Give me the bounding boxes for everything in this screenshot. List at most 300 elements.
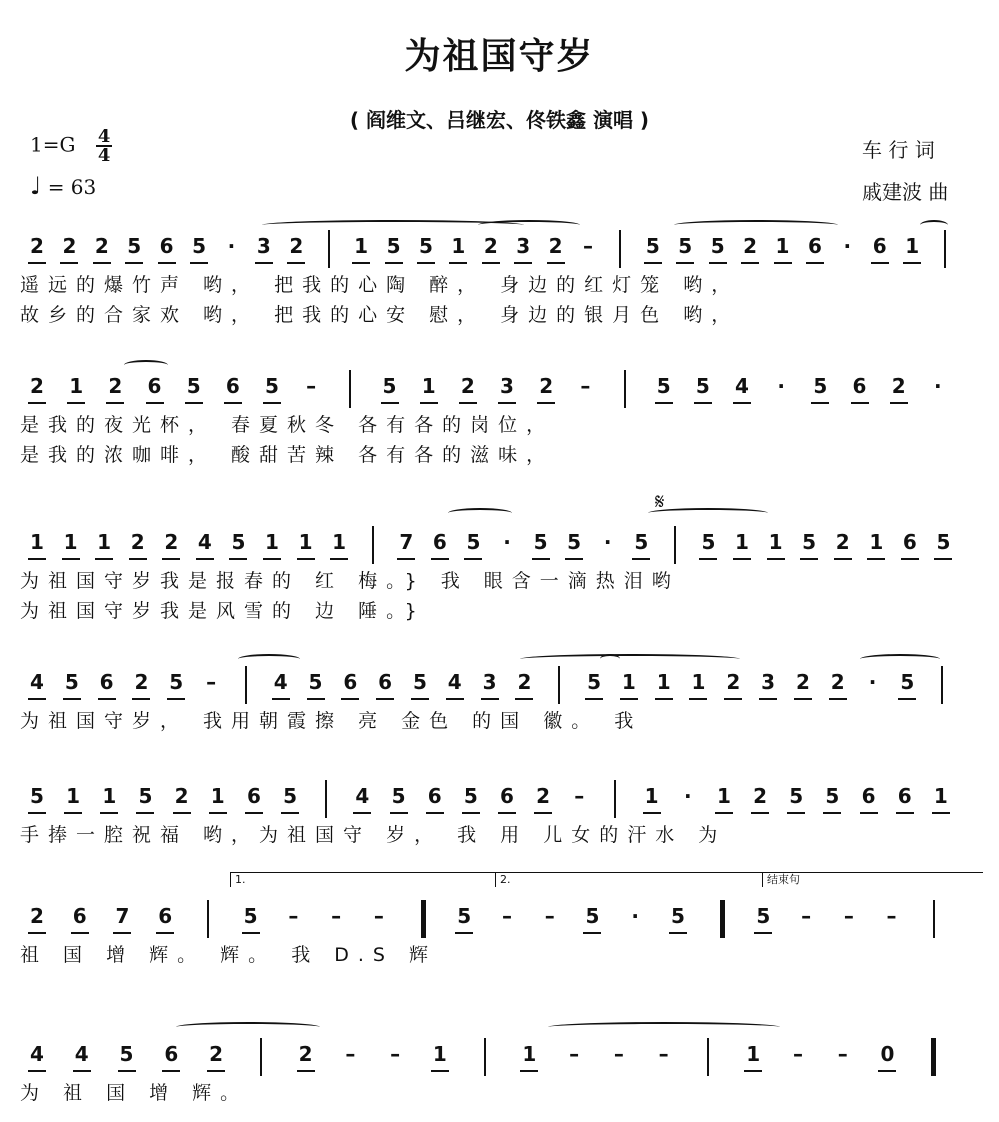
- lyric-line: 为 祖 国 增 辉。: [20, 1082, 249, 1104]
- dot-duration: ·: [934, 374, 942, 398]
- note: 2: [130, 530, 145, 554]
- barline: [614, 780, 616, 818]
- barline: [674, 526, 676, 564]
- note: 1: [102, 784, 117, 808]
- note: 5: [463, 784, 478, 808]
- note: 3: [500, 374, 514, 398]
- key-signature: [30, 128, 112, 164]
- sustain-dash: –: [843, 904, 854, 928]
- sustain-dash: –: [502, 904, 512, 928]
- note: 5: [466, 530, 481, 554]
- underline-beam: [129, 558, 147, 560]
- note: 5: [127, 234, 142, 258]
- note: 6: [852, 374, 867, 398]
- song-title: 为祖国守岁: [404, 35, 595, 77]
- underline-beam: [28, 932, 46, 934]
- note: 1: [30, 530, 44, 554]
- underline-beam: [794, 698, 812, 700]
- dot-duration: ·: [868, 670, 877, 694]
- note: 5: [186, 374, 201, 398]
- underline-beam: [28, 402, 46, 404]
- note: 5: [265, 374, 279, 398]
- note: 2: [517, 670, 532, 694]
- note: 5: [533, 530, 548, 554]
- note: 1: [332, 530, 347, 554]
- note: 6: [343, 670, 358, 694]
- underline-beam: [352, 262, 370, 264]
- underline-beam: [655, 698, 673, 700]
- underline-beam: [146, 402, 164, 404]
- sustain-dash: –: [206, 670, 217, 694]
- barline: [707, 1038, 709, 1076]
- underline-beam: [255, 262, 273, 264]
- note: 5: [169, 670, 184, 694]
- key-label: 1=G: [30, 132, 76, 157]
- underline-beam: [901, 558, 919, 560]
- note: 2: [536, 784, 551, 808]
- barline: [260, 1038, 262, 1076]
- underline-beam: [896, 812, 914, 814]
- dot-duration: ·: [843, 234, 852, 258]
- sustain-dash: –: [886, 904, 897, 928]
- note: 2: [30, 234, 44, 258]
- note: 6: [225, 374, 240, 398]
- note: 3: [482, 670, 497, 694]
- note: 1: [97, 530, 112, 554]
- note: 5: [701, 530, 716, 554]
- dot-duration: ·: [227, 234, 236, 258]
- underline-beam: [898, 698, 916, 700]
- underline-beam: [125, 262, 143, 264]
- underline-beam: [860, 812, 878, 814]
- note: 1: [63, 530, 78, 554]
- underline-beam: [676, 262, 694, 264]
- underline-beam: [482, 262, 500, 264]
- note: 5: [386, 234, 401, 258]
- note: 1: [66, 784, 81, 808]
- sustain-dash: –: [373, 904, 384, 928]
- note: 6: [99, 670, 114, 694]
- note: 4: [355, 784, 370, 808]
- note: 6: [159, 234, 174, 258]
- dot-duration: ·: [631, 904, 639, 928]
- note: 1: [265, 530, 279, 554]
- lyric-line: 是我的浓咖啡， 酸甜苦辣 各有各的滋味，: [20, 444, 555, 466]
- note: 1: [735, 530, 749, 554]
- underline-beam: [229, 558, 247, 560]
- underline-beam: [733, 558, 751, 560]
- note: 5: [30, 784, 44, 808]
- note: 5: [710, 234, 725, 258]
- note: 5: [587, 670, 601, 694]
- dot-duration: ·: [777, 374, 785, 398]
- underline-beam: [806, 262, 824, 264]
- note: 6: [902, 530, 917, 554]
- underline-beam: [417, 262, 435, 264]
- note: 2: [298, 1042, 313, 1066]
- underline-beam: [341, 698, 359, 700]
- slur-mark: [238, 654, 300, 664]
- note: 1: [210, 784, 225, 808]
- lyricist-credit: 车 行 词: [862, 138, 935, 162]
- underline-beam: [498, 812, 516, 814]
- underline-beam: [774, 262, 792, 264]
- time-top: 4: [97, 126, 111, 147]
- underline-beam: [158, 262, 176, 264]
- note: 5: [382, 374, 397, 398]
- note: 3: [761, 670, 776, 694]
- barline: [245, 666, 247, 704]
- underline-beam: [397, 558, 415, 560]
- slur-mark: [124, 360, 168, 370]
- underline-beam: [583, 932, 601, 934]
- note: 3: [516, 234, 531, 258]
- note: 1: [522, 1042, 537, 1066]
- note: 5: [634, 530, 649, 554]
- note: 2: [30, 904, 44, 928]
- slur-mark: [860, 654, 940, 664]
- underline-beam: [353, 812, 371, 814]
- note: 1: [716, 784, 731, 808]
- underline-beam: [162, 558, 180, 560]
- note: 4: [30, 670, 44, 694]
- barline: [941, 666, 943, 704]
- note: 5: [789, 784, 804, 808]
- underline-beam: [534, 812, 552, 814]
- sustain-dash: –: [569, 1042, 580, 1066]
- underline-beam: [744, 1070, 762, 1072]
- note: 1: [298, 530, 313, 554]
- note: 4: [447, 670, 462, 694]
- note: 5: [813, 374, 828, 398]
- note: 1: [905, 234, 920, 258]
- barline: [619, 230, 621, 268]
- underline-beam: [242, 932, 260, 934]
- underline-beam: [741, 262, 759, 264]
- underline-beam: [520, 1070, 538, 1072]
- double-barline: [421, 900, 426, 938]
- underline-beam: [173, 812, 191, 814]
- underline-beam: [867, 558, 885, 560]
- underline-beam: [136, 812, 154, 814]
- underline-beam: [272, 698, 290, 700]
- note: 1: [933, 784, 948, 808]
- underline-beam: [481, 698, 499, 700]
- underline-beam: [669, 932, 687, 934]
- barline: [933, 900, 935, 938]
- underline-beam: [449, 262, 467, 264]
- underline-beam: [699, 558, 717, 560]
- performers-line: ( 阎维文、吕继宏、佟铁鑫 演唱 ): [349, 108, 650, 132]
- note: 2: [94, 234, 109, 258]
- underline-beam: [644, 262, 662, 264]
- underline-beam: [632, 558, 650, 560]
- note: 2: [483, 234, 498, 258]
- sustain-dash: –: [544, 904, 555, 928]
- note: 2: [726, 670, 741, 694]
- note: 3: [256, 234, 271, 258]
- note: 5: [900, 670, 915, 694]
- underline-beam: [759, 698, 777, 700]
- dot-duration: ·: [603, 530, 612, 554]
- tempo-marking: [30, 172, 96, 200]
- notation-row: [20, 1038, 982, 1082]
- underline-beam: [263, 402, 281, 404]
- underline-beam: [871, 262, 889, 264]
- underline-beam: [63, 698, 81, 700]
- segno-icon: 𝄋: [655, 490, 665, 515]
- note: 5: [412, 670, 427, 694]
- note: 5: [645, 234, 660, 258]
- note: 6: [147, 374, 162, 398]
- underline-beam: [934, 558, 952, 560]
- time-bottom: 4: [97, 145, 111, 166]
- underline-beam: [515, 698, 533, 700]
- note: 0: [880, 1042, 895, 1066]
- note: 6: [427, 784, 442, 808]
- underline-beam: [263, 558, 281, 560]
- underline-beam: [390, 812, 408, 814]
- quarter-note-icon: ♩: [30, 172, 42, 200]
- underline-beam: [800, 558, 818, 560]
- note: 2: [289, 234, 304, 258]
- note: 6: [861, 784, 876, 808]
- underline-beam: [787, 812, 805, 814]
- note: 1: [656, 670, 671, 694]
- note: 5: [656, 374, 671, 398]
- lyric-line: 为祖国守岁我是报春的 红 梅。} 我 眼含一滴热泪哟: [20, 570, 680, 592]
- note: 4: [197, 530, 212, 554]
- underline-beam: [297, 1070, 315, 1072]
- composer-credit: 戚建波 曲: [862, 180, 949, 204]
- notation-row: [20, 526, 982, 570]
- note: 1: [69, 374, 84, 398]
- underline-beam: [28, 698, 46, 700]
- underline-beam: [420, 402, 438, 404]
- underline-beam: [585, 698, 603, 700]
- underline-beam: [715, 812, 733, 814]
- note: 5: [192, 234, 207, 258]
- note: 1: [421, 374, 436, 398]
- underline-beam: [100, 812, 118, 814]
- note: 5: [756, 904, 771, 928]
- underline-beam: [455, 932, 473, 934]
- note: 5: [243, 904, 258, 928]
- underline-beam: [67, 402, 85, 404]
- note: 4: [273, 670, 288, 694]
- underline-beam: [28, 262, 46, 264]
- underline-beam: [95, 558, 113, 560]
- underline-beam: [426, 812, 444, 814]
- underline-beam: [767, 558, 785, 560]
- note: 5: [585, 904, 600, 928]
- underline-beam: [190, 262, 208, 264]
- note: 1: [869, 530, 884, 554]
- note: 6: [500, 784, 514, 808]
- underline-beam: [385, 262, 403, 264]
- note: 1: [768, 530, 783, 554]
- underline-beam: [287, 262, 305, 264]
- underline-beam: [733, 402, 751, 404]
- ending-bracket: 2.: [495, 872, 765, 887]
- lyric-line: 为祖国守岁， 我用朝霞擦 亮 金色 的国 徽。 我: [20, 710, 643, 732]
- tempo-value: = 63: [47, 175, 97, 199]
- lyric-line: 遥远的爆竹声 哟， 把我的心陶 醉， 身边的红灯笼 哟，: [20, 274, 740, 296]
- note: 1: [432, 1042, 447, 1066]
- sustain-dash: –: [801, 904, 812, 928]
- underline-beam: [431, 558, 449, 560]
- note: 6: [246, 784, 261, 808]
- underline-beam: [532, 558, 550, 560]
- note: 2: [62, 234, 77, 258]
- sustain-dash: –: [345, 1042, 356, 1066]
- notation-row: [20, 370, 982, 414]
- underline-beam: [245, 812, 263, 814]
- underline-beam: [28, 558, 46, 560]
- underline-beam: [307, 698, 325, 700]
- underline-beam: [655, 402, 673, 404]
- lyric-line: 为祖国守岁我是风雪的 边 陲。}: [20, 600, 426, 622]
- note: 5: [825, 784, 840, 808]
- note: 5: [567, 530, 582, 554]
- sustain-dash: –: [792, 1042, 803, 1066]
- underline-beam: [60, 262, 78, 264]
- underline-beam: [209, 812, 227, 814]
- note: 5: [670, 904, 685, 928]
- underline-beam: [330, 558, 348, 560]
- underline-beam: [751, 812, 769, 814]
- underline-beam: [28, 1070, 46, 1072]
- note: 2: [164, 530, 179, 554]
- lyric-line: 祖 国 增 辉。 辉。 我 D.S 辉: [20, 944, 438, 966]
- note: 2: [30, 374, 44, 398]
- barline: [484, 1038, 486, 1076]
- note: 4: [74, 1042, 89, 1066]
- slur-mark: [648, 508, 768, 518]
- time-signature: [96, 128, 113, 164]
- note: 5: [231, 530, 246, 554]
- underline-beam: [514, 262, 532, 264]
- lyric-line: 故乡的合家欢 哟， 把我的心安 慰， 身边的银月色 哟，: [20, 304, 740, 326]
- note: 2: [108, 374, 123, 398]
- underline-beam: [811, 402, 829, 404]
- note: 1: [621, 670, 636, 694]
- underline-beam: [64, 812, 82, 814]
- underline-beam: [167, 698, 185, 700]
- underline-beam: [620, 698, 638, 700]
- underline-beam: [689, 698, 707, 700]
- note: 6: [378, 670, 393, 694]
- underline-beam: [498, 402, 516, 404]
- barline: [944, 230, 946, 268]
- note: 2: [835, 530, 850, 554]
- note: 5: [138, 784, 153, 808]
- underline-beam: [431, 1070, 449, 1072]
- note: 5: [678, 234, 693, 258]
- note: 5: [457, 904, 472, 928]
- slur-mark: [674, 220, 838, 230]
- underline-beam: [281, 812, 299, 814]
- note: 5: [802, 530, 817, 554]
- slur-mark: [176, 1022, 320, 1032]
- double-barline: [931, 1038, 936, 1076]
- note: 7: [399, 530, 414, 554]
- underline-beam: [118, 1070, 136, 1072]
- note: 2: [753, 784, 768, 808]
- double-barline: [720, 900, 725, 938]
- barline: [558, 666, 560, 704]
- underline-beam: [829, 698, 847, 700]
- barline: [207, 900, 209, 938]
- slur-mark: [448, 508, 512, 518]
- underline-beam: [643, 812, 661, 814]
- note: 6: [897, 784, 912, 808]
- sustain-dash: –: [583, 234, 594, 258]
- note: 6: [158, 904, 173, 928]
- dot-duration: ·: [683, 784, 692, 808]
- sustain-dash: –: [331, 904, 342, 928]
- barline: [624, 370, 626, 408]
- note: 5: [936, 530, 951, 554]
- note: 5: [695, 374, 710, 398]
- note: 5: [64, 670, 79, 694]
- sustain-dash: –: [837, 1042, 848, 1066]
- underline-beam: [93, 262, 111, 264]
- underline-beam: [71, 932, 89, 934]
- note: 2: [174, 784, 189, 808]
- underline-beam: [207, 1070, 225, 1072]
- underline-beam: [381, 402, 399, 404]
- underline-beam: [196, 558, 214, 560]
- underline-beam: [132, 698, 150, 700]
- sustain-dash: –: [306, 374, 317, 398]
- sustain-dash: –: [390, 1042, 401, 1066]
- underline-beam: [185, 402, 203, 404]
- note: 1: [691, 670, 706, 694]
- lyric-line: 手捧一腔祝福 哟，为祖国守 岁， 我 用 儿女的汗水 为: [20, 824, 727, 846]
- note: 6: [807, 234, 822, 258]
- notation-row: [20, 900, 982, 944]
- note: 1: [775, 234, 790, 258]
- underline-beam: [446, 698, 464, 700]
- underline-beam: [162, 1070, 180, 1072]
- note: 2: [830, 670, 845, 694]
- barline: [372, 526, 374, 564]
- slur-mark: [520, 654, 740, 664]
- slur-mark: [920, 220, 948, 230]
- underline-beam: [823, 812, 841, 814]
- underline-beam: [932, 812, 950, 814]
- underline-beam: [73, 1070, 91, 1072]
- note: 7: [115, 904, 130, 928]
- underline-beam: [694, 402, 712, 404]
- note: 2: [209, 1042, 223, 1066]
- barline: [325, 780, 327, 818]
- note: 5: [119, 1042, 134, 1066]
- note: 6: [872, 234, 887, 258]
- note: 2: [134, 670, 149, 694]
- note: 5: [418, 234, 433, 258]
- note: 2: [548, 234, 563, 258]
- underline-beam: [98, 698, 116, 700]
- sustain-dash: –: [580, 374, 591, 398]
- barline: [328, 230, 330, 268]
- underline-beam: [62, 558, 80, 560]
- underline-beam: [903, 262, 921, 264]
- notation-row: [20, 780, 982, 824]
- ending-bracket: 1.: [230, 872, 497, 887]
- underline-beam: [462, 812, 480, 814]
